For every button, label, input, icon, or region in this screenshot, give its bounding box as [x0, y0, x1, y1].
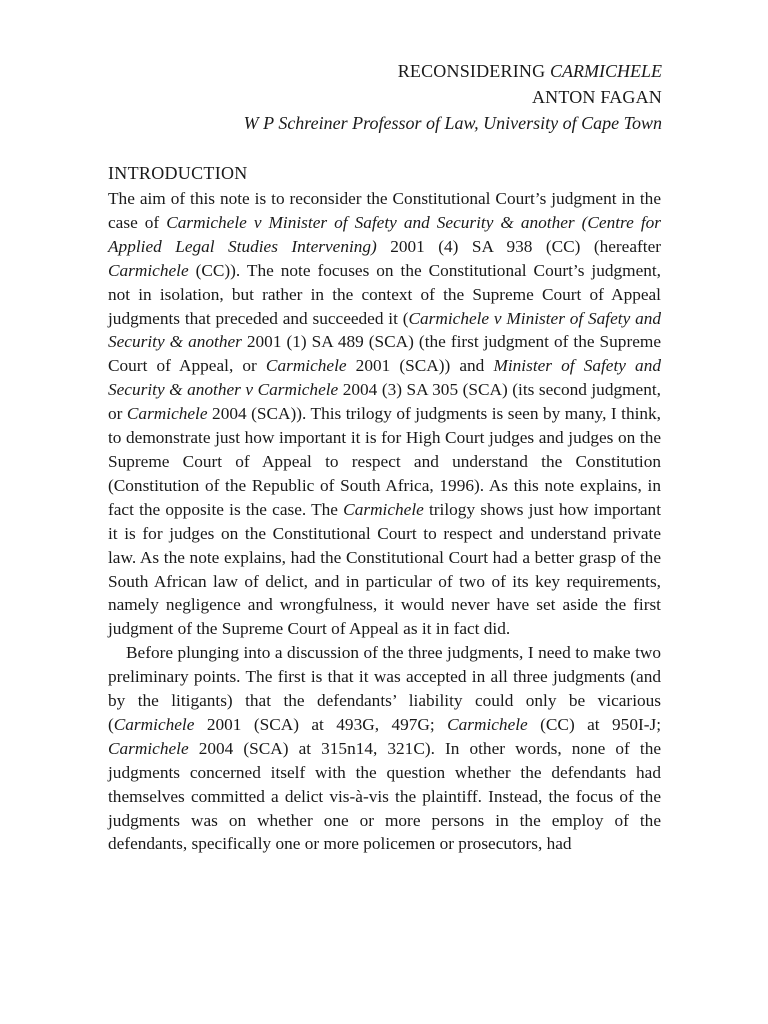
author-affiliation: W P Schreiner Professor of Law, University of Cape Town: [243, 113, 662, 133]
article-header: [244, 58, 662, 136]
author-name: ANTON FAGAN: [531, 87, 662, 107]
paragraph-1: The aim of this note is to reconsider the Constitutional Court’s judgment in the case of Carmichele v Minister of Safety and Security & another (Centre for Applied Legal Studies Intervening) 2001 (4) SA 938 (CC) (hereafter Carmichele (CC)). The note focuses on the Constitutional Court’s judgment, not in isolation, but rather in the context of the Supreme Court of Appeal judgments that preceded and succeeded it (Carmichele v Minister of Safety and Security & another 2001 (1) SA 489 (SCA) (the first judgment of the Supreme Court of Appeal, or Carmichele 2001 (SCA)) and Minister of Safety and Security & another v Carmichele 2004 (3) SA 305 (SCA) (its second judgment, or Carmichele 2004 (SCA)). This trilogy of judgments is seen by many, I think, to demonstrate just how important it is for High Court judges and judges on the Supreme Court of Appeal to respect and understand the Constitution (Constitution of the Republic of South Africa, 1996). As this note explains, in fact the opposite is the case. The Carmichele trilogy shows just how important it is for judges on the Constitutional Court to respect and understand private law. As the note explains, had the Constitutional Court had a better grasp of the South African law of delict, and in particular of two of its key requirements, namely negligence and wrongfulness, it would never have set aside the first judgment of the Supreme Court of Appeal as it in fact did.: [108, 189, 662, 639]
paragraph-2: Before plunging into a discussion of the three judgments, I need to make two preliminary points. The first is that it was accepted in all three judgments (and by the litigants) that the defendants’ liability could only be vicarious (Carmichele 2001 (SCA) at 493G, 497G; Carmichele (CC) at 950I-J; Carmichele 2004 (SCA) at 315n14, 321C). In other words, none of the judgments concerned itself with the question whether the defendants had themselves committed a delict vis-à-vis the plaintiff. Instead, the focus of the judgments was on whether one or more persons in the employ of the defendants, specifically one or more policemen or prosecutors, had: [108, 643, 661, 854]
section-heading: INTRODUCTION: [108, 163, 248, 183]
article-title: RECONSIDERING CARMICHELE: [397, 61, 662, 81]
body-text: [108, 187, 661, 856]
